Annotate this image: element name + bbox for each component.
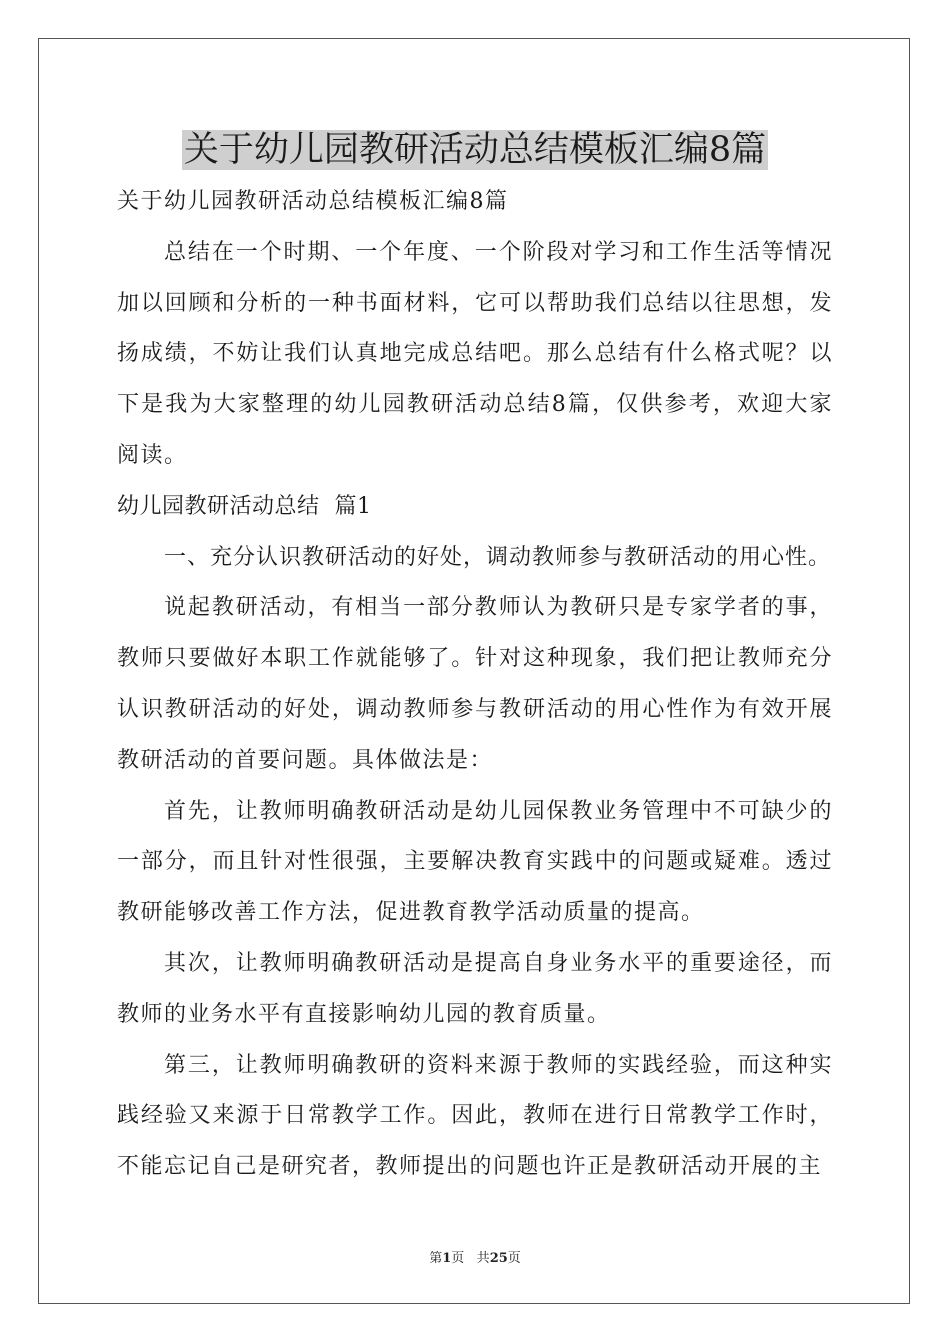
- footer-page-number: 1: [442, 1251, 452, 1266]
- section-paragraph-2: 说起教研活动，有相当一部分教师认为教研只是专家学者的事，教师只要做好本职工作就能够了。针对这种现象，我们把让教师充分认识教研活动的好处，调动教师参与教研活动的用心性作为有效开展教研活动的首要问题。具体做法是：: [117, 595, 833, 773]
- document-body: [117, 177, 833, 1193]
- footer-page-prefix: 第: [429, 1251, 443, 1266]
- footer-total-prefix: 共: [476, 1251, 490, 1266]
- page-footer: [0, 1247, 950, 1266]
- section-paragraph-4: 其次，让教师明确教研活动是提高自身业务水平的重要途径，而教师的业务水平有直接影响幼儿园的教育质量。: [117, 950, 833, 1027]
- intro-paragraph: 总结在一个时期、一个年度、一个阶段对学习和工作生活等情况加以回顾和分析的一种书面材料，它可以帮助我们总结以往思想，发扬成绩，不妨让我们认真地完成总结吧。那么总结有什么格式呢？以下是我为大家整理的幼儿园教研活动总结8篇，仅供参考，欢迎大家阅读。: [117, 239, 833, 468]
- section-heading: 幼儿园教研活动总结 篇1: [117, 493, 372, 519]
- document-title: [0, 126, 950, 174]
- section-paragraph-3: 首先，让教师明确教研活动是幼儿园保教业务管理中不可缺少的一部分，而且针对性很强，主要解决教育实践中的问题或疑难。透过教研能够改善工作方法，促进教育教学活动质量的提高。: [117, 798, 833, 926]
- footer-page-suffix: 页: [451, 1251, 465, 1266]
- document-subtitle: 关于幼儿园教研活动总结模板汇编8篇: [117, 189, 509, 214]
- footer-total-pages: 25: [489, 1251, 508, 1266]
- section-paragraph-1: 一、充分认识教研活动的好处，调动教师参与教研活动的用心性。: [164, 544, 832, 570]
- section-paragraph-5: 第三，让教师明确教研的资料来源于教师的实践经验，而这种实践经验又来源于日常教学工作。因此，教师在进行日常教学工作时，不能忘记自己是研究者，教师提出的问题也许正是教研活动开展的主: [117, 1052, 833, 1180]
- document-title-text: 关于幼儿园教研活动总结模板汇编8篇: [183, 130, 767, 170]
- footer-total-suffix: 页: [507, 1251, 521, 1266]
